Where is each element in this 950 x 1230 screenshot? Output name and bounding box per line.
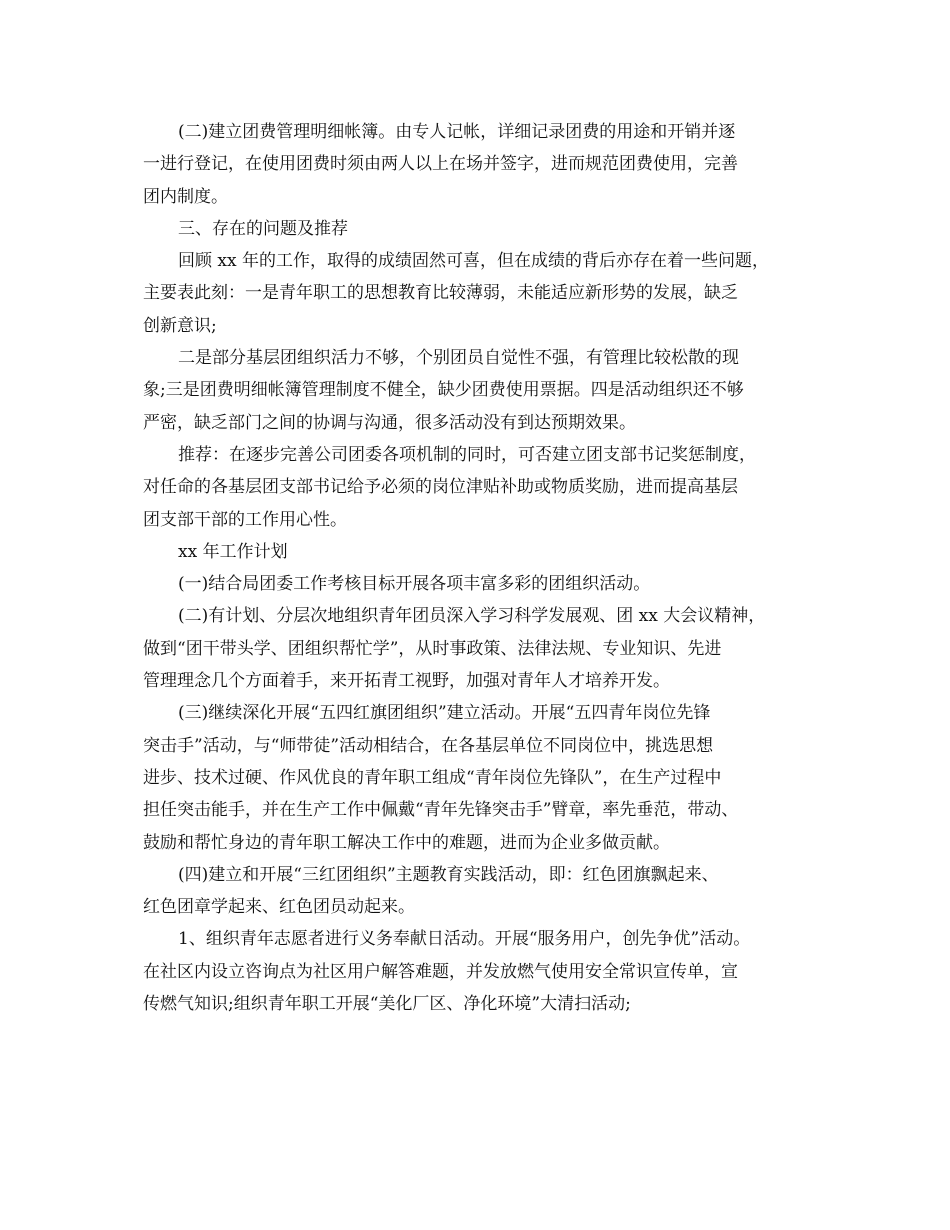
text-line: 创新意识; <box>143 315 217 336</box>
text-line: xx 年工作计划 <box>178 541 288 562</box>
text-line: 管理理念几个方面着手，来开拓青工视野，加强对青年人才培养开发。 <box>143 671 670 692</box>
text-line: (三)继续深化开展“五四红旗团组织”建立活动。开展“五四青年岗位先锋 <box>178 703 711 724</box>
text-line: 进步、技术过硬、作风优良的青年职工组成“青年岗位先锋队”，在生产过程中 <box>143 767 722 788</box>
text-line: 团内制度。 <box>143 186 228 207</box>
text-line: (四)建立和开展“三红团组织”主题教育实践活动，即：红色团旗飘起来、 <box>178 864 719 885</box>
text-line: 一进行登记，在使用团费时须由两人以上在场并签字，进而规范团费使用，完善 <box>143 154 738 175</box>
text-line: 鼓励和帮忙身边的青年职工解决工作中的难题，进而为企业多做贡献。 <box>143 832 670 853</box>
text-line: 推荐：在逐步完善公司团委各项机制的同时，可否建立团支部书记奖惩制度， <box>178 444 756 465</box>
text-line: 传燃气知识;组织青年职工开展“美化厂区、净化环境”大清扫活动; <box>143 994 631 1015</box>
text-line: 做到“团干带头学、团组织帮忙学”，从时事政策、法律法规、专业知识、先进 <box>143 638 722 659</box>
text-line: 担任突击能手，并在生产工作中佩戴“青年先锋突击手”臂章，率先垂范，带动、 <box>143 800 739 821</box>
text-line: 对任命的各基层团支部书记给予必须的岗位津贴补助或物质奖励，进而提高基层 <box>143 477 738 498</box>
text-line: (二)有计划、分层次地组织青年团员深入学习科学发展观、团 xx 大会议精神， <box>178 606 766 627</box>
text-line: 回顾 xx 年的工作，取得的成绩固然可喜，但在成绩的背后亦存在着一些问题， <box>178 251 769 272</box>
text-line: 象;三是团费明细帐簿管理制度不健全，缺少团费使用票据。四是活动组织还不够 <box>143 380 744 401</box>
text-line: 三、存在的问题及推荐 <box>178 218 348 239</box>
text-line: 主要表此刻：一是青年职工的思想教育比较薄弱，未能适应新形势的发展，缺乏 <box>143 283 738 304</box>
text-line: (二)建立团费管理明细帐簿。由专人记帐，详细记录团费的用途和开销并逐 <box>178 122 736 142</box>
text-line: 严密，缺乏部门之间的协调与沟通，很多活动没有到达预期效果。 <box>143 412 636 433</box>
text-line: 突击手”活动，与“师带徒”活动相结合，在各基层单位不同岗位中，挑选思想 <box>143 735 714 756</box>
document-body <box>143 116 833 1020</box>
text-line: 红色团章学起来、红色团员动起来。 <box>143 897 415 918</box>
text-line: 1、组织青年志愿者进行义务奉献日活动。开展“服务用户，创先争优”活动。 <box>178 929 751 950</box>
text-line: (一)结合局团委工作考核目标开展各项丰富多彩的团组织活动。 <box>178 574 651 595</box>
text-line: 在社区内设立咨询点为社区用户解答难题，并发放燃气使用安全常识宣传单，宣 <box>143 961 738 982</box>
text-line: 二是部分基层团组织活力不够，个别团员自觉性不强，有管理比较松散的现 <box>178 348 739 369</box>
text-line: 团支部干部的工作用心性。 <box>143 509 347 530</box>
